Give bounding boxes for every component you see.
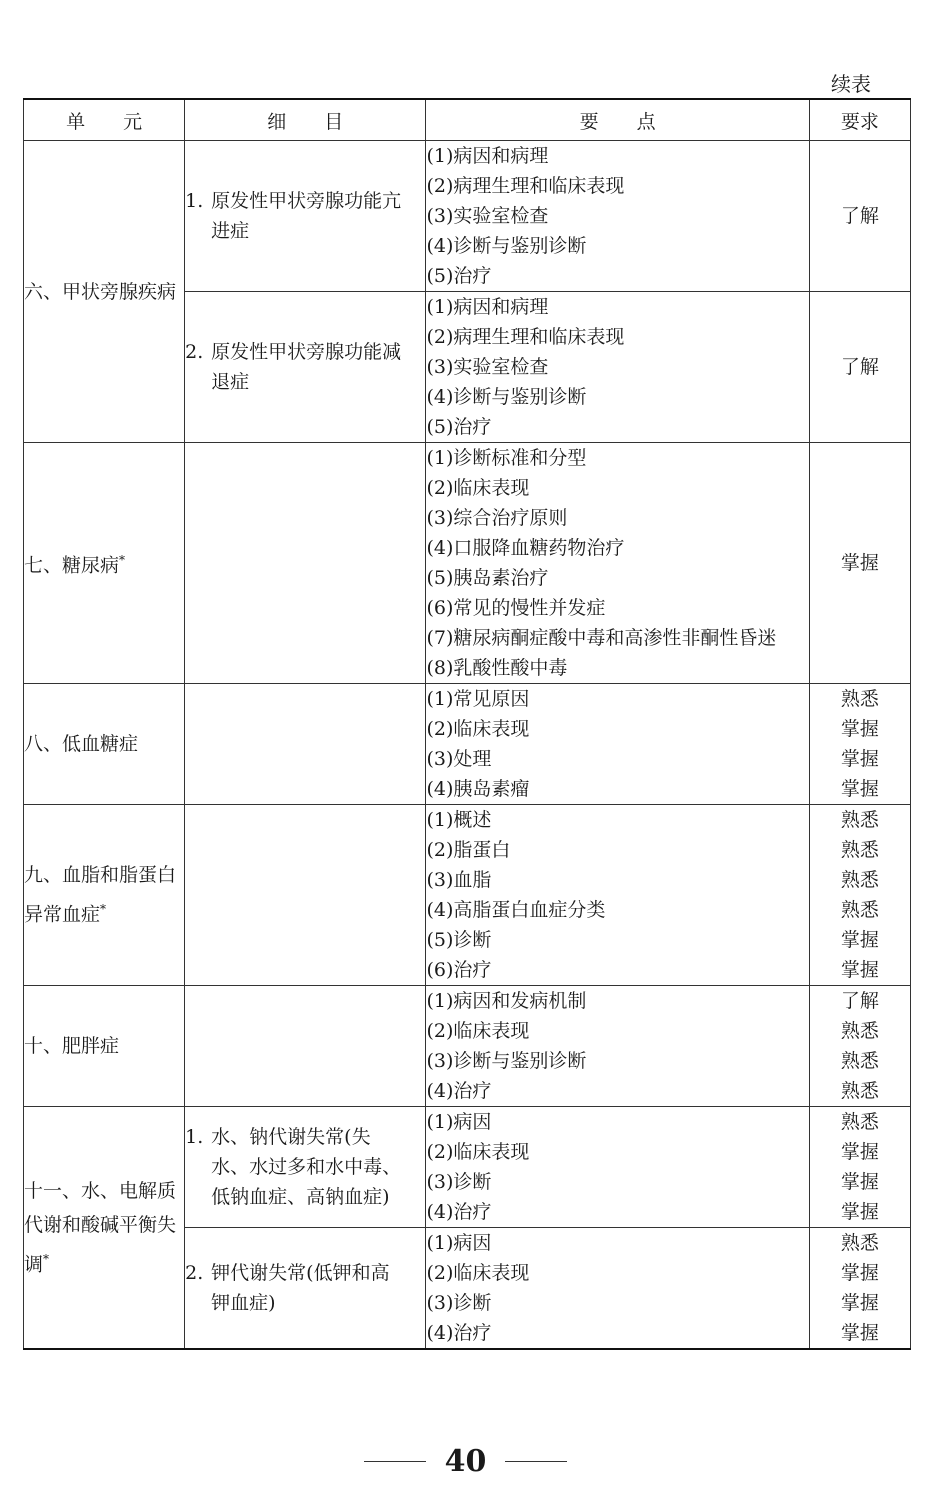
point-line: (6)治疗 xyxy=(426,959,492,981)
table-header-row xyxy=(24,99,911,141)
point-line: (4)治疗 xyxy=(426,1201,492,1223)
requirement-cell xyxy=(809,292,910,443)
page-number: 40 xyxy=(444,1444,487,1479)
requirement-cell xyxy=(809,684,910,805)
requirement-value: 熟悉 xyxy=(840,809,879,831)
unit-title: 六、甲状旁腺疾病 xyxy=(24,280,177,303)
item-number: 2. xyxy=(185,341,204,363)
table-row xyxy=(24,443,911,684)
point-line: (3)处理 xyxy=(426,748,492,770)
unit-cell xyxy=(24,684,185,805)
point-line: (1)病因 xyxy=(426,1111,492,1133)
point-line: (3)实验室检查 xyxy=(426,356,549,378)
requirement-value: 熟悉 xyxy=(840,1111,879,1133)
item-cell xyxy=(185,684,426,805)
unit-star-mark: * xyxy=(43,1251,50,1266)
points-cell xyxy=(426,443,809,684)
point-line: (5)诊断 xyxy=(426,929,492,951)
point-line: (4)诊断与鉴别诊断 xyxy=(426,235,587,257)
point-line: (4)口服降血糖药物治疗 xyxy=(426,537,625,559)
item-number: 2. xyxy=(185,1262,204,1284)
point-line: (1)常见原因 xyxy=(426,688,530,710)
point-line: (4)胰岛素瘤 xyxy=(426,778,530,800)
table-row xyxy=(24,141,911,292)
table-row xyxy=(24,805,911,986)
requirement-cell xyxy=(809,1107,910,1228)
requirement-value: 了解 xyxy=(840,990,879,1012)
points-cell xyxy=(426,1228,809,1350)
footer-rule-left xyxy=(364,1461,426,1462)
requirement-cell xyxy=(809,986,910,1107)
requirement-value: 掌握 xyxy=(840,1201,879,1223)
point-line: (6)常见的慢性并发症 xyxy=(426,597,606,619)
item-cell xyxy=(185,986,426,1107)
point-line: (2)病理生理和临床表现 xyxy=(426,326,625,348)
item-number: 1. xyxy=(185,190,204,212)
header-points: 要 点 xyxy=(426,99,809,141)
requirement-value: 掌握 xyxy=(840,718,879,740)
point-line: (4)治疗 xyxy=(426,1322,492,1344)
requirement-value: 掌握 xyxy=(840,552,879,574)
point-line: (2)临床表现 xyxy=(426,477,530,499)
requirement-value: 掌握 xyxy=(840,1322,879,1344)
page-footer xyxy=(0,1444,931,1479)
item-cell xyxy=(185,805,426,986)
requirement-value: 掌握 xyxy=(840,1262,879,1284)
point-line: (5)治疗 xyxy=(426,265,492,287)
unit-title: 十一、水、电解质代谢和酸碱平衡失调 xyxy=(24,1179,177,1276)
point-line: (1)病因 xyxy=(426,1232,492,1254)
point-line: (3)实验室检查 xyxy=(426,205,549,227)
requirement-value: 熟悉 xyxy=(840,1080,879,1102)
point-line: (2)临床表现 xyxy=(426,1141,530,1163)
item-text: 原发性甲状旁腺功能亢进症 xyxy=(211,190,402,242)
requirement-cell xyxy=(809,141,910,292)
header-item: 细 目 xyxy=(185,99,426,141)
point-line: (1)诊断标准和分型 xyxy=(426,447,587,469)
table-body xyxy=(24,141,911,1350)
point-line: (1)概述 xyxy=(426,809,492,831)
points-cell xyxy=(426,1107,809,1228)
point-line: (4)高脂蛋白血症分类 xyxy=(426,899,606,921)
requirement-value: 掌握 xyxy=(840,1141,879,1163)
point-line: (5)胰岛素治疗 xyxy=(426,567,549,589)
point-line: (3)诊断 xyxy=(426,1171,492,1193)
points-cell xyxy=(426,141,809,292)
unit-cell xyxy=(24,805,185,986)
unit-cell xyxy=(24,443,185,684)
requirement-value: 掌握 xyxy=(840,959,879,981)
requirement-value: 了解 xyxy=(840,205,879,227)
point-line: (3)综合治疗原则 xyxy=(426,507,568,529)
point-line: (4)治疗 xyxy=(426,1080,492,1102)
item-number: 1. xyxy=(185,1126,204,1148)
continued-label: 续表 xyxy=(831,72,871,96)
unit-cell xyxy=(24,1107,185,1350)
requirement-value: 熟悉 xyxy=(840,1020,879,1042)
requirement-value: 熟悉 xyxy=(840,688,879,710)
unit-cell xyxy=(24,141,185,443)
points-cell xyxy=(426,986,809,1107)
item-text: 水、钠代谢失常(失水、水过多和水中毒、低钠血症、高钠血症) xyxy=(211,1126,402,1208)
header-requirement: 要求 xyxy=(809,99,910,141)
unit-star-mark: * xyxy=(100,902,107,917)
requirement-value: 掌握 xyxy=(840,778,879,800)
table-row xyxy=(24,684,911,805)
point-line: (8)乳酸性酸中毒 xyxy=(426,657,568,679)
requirement-value: 熟悉 xyxy=(840,869,879,891)
point-line: (3)诊断与鉴别诊断 xyxy=(426,1050,587,1072)
requirement-value: 熟悉 xyxy=(840,1050,879,1072)
point-line: (2)临床表现 xyxy=(426,1262,530,1284)
points-cell xyxy=(426,684,809,805)
requirement-value: 掌握 xyxy=(840,929,879,951)
syllabus-table xyxy=(23,98,911,1350)
point-line: (2)脂蛋白 xyxy=(426,839,511,861)
requirement-value: 熟悉 xyxy=(840,899,879,921)
requirement-value: 掌握 xyxy=(840,748,879,770)
header-unit: 单 元 xyxy=(24,99,185,141)
point-line: (3)诊断 xyxy=(426,1292,492,1314)
requirement-value: 了解 xyxy=(840,356,879,378)
requirement-cell xyxy=(809,443,910,684)
unit-star-mark: * xyxy=(119,553,126,568)
requirement-value: 熟悉 xyxy=(840,839,879,861)
footer-rule-right xyxy=(505,1461,567,1462)
unit-title: 九、血脂和脂蛋白异常血症 xyxy=(24,864,177,926)
point-line: (7)糖尿病酮症酸中毒和高渗性非酮性昏迷 xyxy=(426,627,777,649)
unit-cell xyxy=(24,986,185,1107)
point-line: (3)血脂 xyxy=(426,869,492,891)
point-line: (5)治疗 xyxy=(426,416,492,438)
point-line: (1)病因和病理 xyxy=(426,145,549,167)
item-cell xyxy=(185,1107,426,1228)
unit-title: 八、低血糖症 xyxy=(24,733,139,755)
item-text: 原发性甲状旁腺功能减退症 xyxy=(211,341,402,393)
item-text: 钾代谢失常(低钾和高钾血症) xyxy=(211,1262,390,1314)
unit-title: 七、糖尿病 xyxy=(24,554,120,577)
table-row xyxy=(24,1107,911,1228)
point-line: (2)临床表现 xyxy=(426,718,530,740)
unit-title: 十、肥胖症 xyxy=(24,1035,120,1057)
points-cell xyxy=(426,292,809,443)
point-line: (1)病因和发病机制 xyxy=(426,990,587,1012)
item-cell xyxy=(185,292,426,443)
requirement-cell xyxy=(809,805,910,986)
item-cell xyxy=(185,141,426,292)
item-cell xyxy=(185,443,426,684)
point-line: (2)临床表现 xyxy=(426,1020,530,1042)
point-line: (2)病理生理和临床表现 xyxy=(426,175,625,197)
requirement-cell xyxy=(809,1228,910,1350)
points-cell xyxy=(426,805,809,986)
point-line: (4)诊断与鉴别诊断 xyxy=(426,386,587,408)
point-line: (1)病因和病理 xyxy=(426,296,549,318)
item-cell xyxy=(185,1228,426,1350)
requirement-value: 熟悉 xyxy=(840,1232,879,1254)
requirement-value: 掌握 xyxy=(840,1171,879,1193)
table-row xyxy=(24,986,911,1107)
requirement-value: 掌握 xyxy=(840,1292,879,1314)
